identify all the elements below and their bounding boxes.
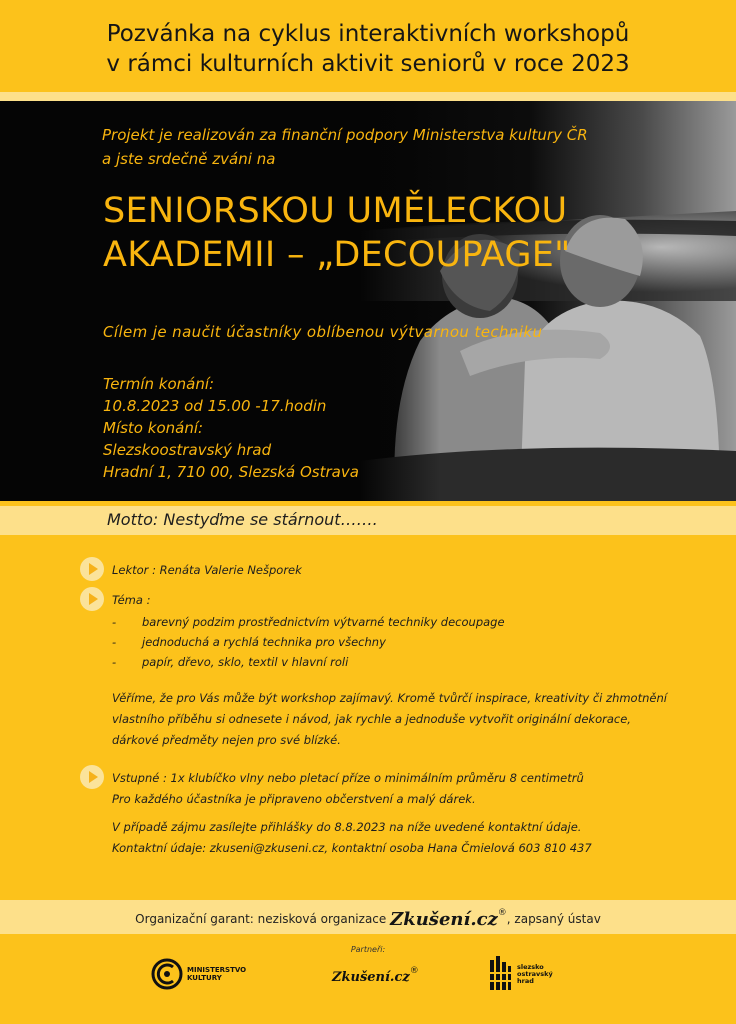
date-value: 10.8.2023 od 15.00 -17.hodin [103, 397, 327, 415]
paragraph-line: vlastního příběhu si odnesete i návod, jak rychle a jednoduše vytvořit originální dekorace, [112, 712, 631, 726]
topic-list [112, 612, 505, 672]
lector: Lektor : Renáta Valerie Nešporek [112, 563, 302, 577]
organizer-suffix: , zapsaný ústav [506, 912, 601, 926]
organizer-text [0, 908, 736, 930]
ministry-logo [151, 958, 261, 992]
header-line-2: v rámci kulturních aktivit seniorů v roce 2023 [106, 51, 630, 77]
page-header [0, 0, 736, 92]
castle-line-1: slezsko [517, 963, 544, 971]
paragraph-line: Věříme, že pro Vás může být workshop zajímavý. Kromě tvůrčí inspirace, kreativity či zhmotnění [112, 691, 667, 705]
event-title [103, 189, 571, 277]
place-address: Hradní 1, 710 00, Slezská Ostrava [103, 463, 359, 481]
organizer-bar [0, 900, 736, 934]
play-bullet-icon [80, 765, 104, 789]
castle-icon [488, 956, 512, 990]
topic-label: Téma : [112, 593, 151, 607]
intro-paragraph [112, 688, 667, 751]
entry-info [112, 768, 584, 810]
header-divider [0, 92, 736, 101]
play-bullet-icon [80, 587, 104, 611]
project-intro [102, 123, 588, 171]
title-line-2: AKADEMII – „DECOUPAGE" [103, 235, 571, 275]
entry-line: Pro každého účastníka je připraveno občerstvení a malý dárek. [112, 792, 476, 806]
list-item: - barevný podzim prostřednictvím výtvarné techniky decoupage [112, 612, 505, 632]
ministry-emblem-icon [151, 958, 183, 990]
motto-bar [0, 506, 736, 535]
partners-label: Partneři: [350, 945, 386, 954]
ministry-line-2: KULTURY [187, 974, 222, 982]
zkuseni-logo-text: Zkušení.cz [332, 970, 410, 985]
place-label: Místo konání: [103, 419, 204, 437]
registered-mark: ® [497, 908, 507, 918]
intro-line-2: a jste srdečně zváni na [102, 150, 276, 168]
zkuseni-logo [332, 966, 419, 985]
intro-line-1: Projekt je realizován za finanční podpory Ministerstva kultury ČR [102, 126, 588, 144]
date-label: Termín konání: [103, 375, 215, 393]
title-line-1: SENIORSKOU UMĚLECKOU [103, 191, 568, 231]
zkuseni-brand: Zkušení.cz [390, 909, 498, 930]
ministry-line-1: MINISTERSTVO [187, 966, 247, 974]
hero-section [0, 101, 736, 501]
list-item: - papír, dřevo, sklo, textil v hlavní roli [112, 652, 505, 672]
event-details [103, 373, 359, 483]
place-name: Slezskoostravský hrad [103, 441, 272, 459]
list-item: - jednoduchá a rychlá technika pro všechny [112, 632, 505, 652]
contact-info [112, 817, 592, 859]
castle-line-2: ostravský [517, 970, 553, 978]
motto-text: Motto: Nestyďme se stárnout……. [107, 510, 378, 529]
header-line-1: Pozvánka na cyklus interaktivních workshopů [106, 21, 630, 47]
event-goal: Cílem je naučit účastníky oblíbenou výtvarnou techniku [103, 323, 543, 341]
organizer-prefix: Organizační garant: nezisková organizace [135, 912, 387, 926]
castle-line-3: hrad [517, 977, 534, 985]
castle-logo [488, 956, 568, 996]
play-bullet-icon [80, 557, 104, 581]
paragraph-line: dárkové předměty nejen pro své blízké. [112, 733, 341, 747]
contact-line: V případě zájmu zasílejte přihlášky do 8.8.2023 na níže uvedené kontaktní údaje. [112, 820, 582, 834]
zkuseni-logo-reg: ® [409, 966, 419, 976]
contact-line: Kontaktní údaje: zkuseni@zkuseni.cz, kontaktní osoba Hana Čmielová 603 810 437 [112, 841, 592, 855]
entry-line: Vstupné : 1x klubíčko vlny nebo pletací příze o minimálním průměru 8 centimetrů [112, 771, 584, 785]
